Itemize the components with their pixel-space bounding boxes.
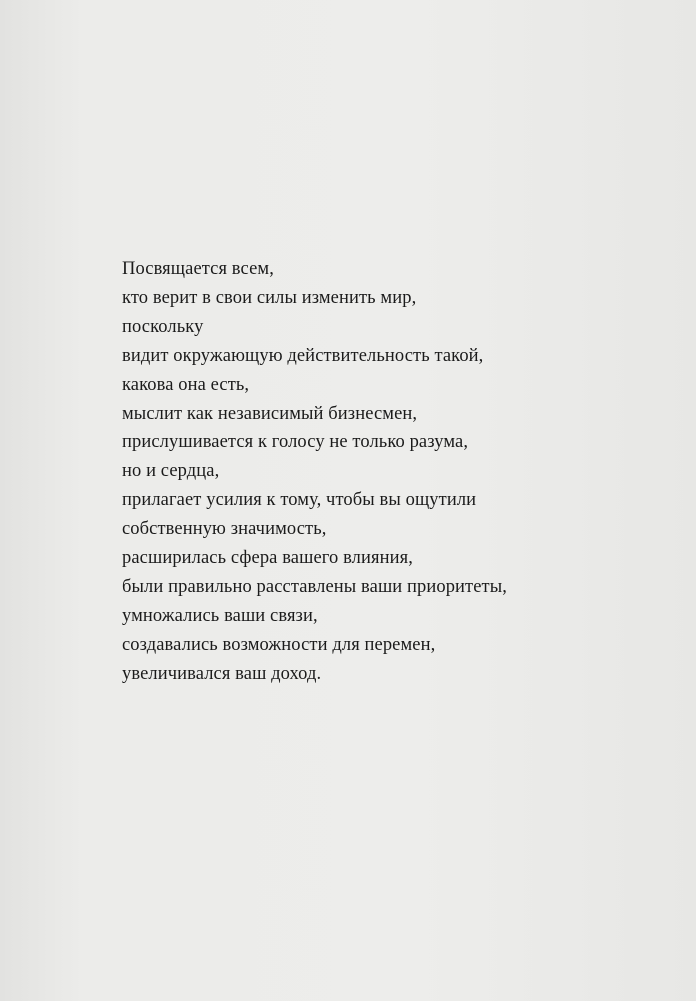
dedication-line: какова она есть, (122, 374, 250, 395)
dedication-line: поскольку (122, 316, 204, 337)
dedication-line: мыслит как независимый бизнесмен, (122, 403, 418, 424)
dedication-line: создавались возможности для перемен, (122, 634, 436, 655)
dedication-line: видит окружающую действительность такой, (122, 345, 484, 366)
dedication-line: прислушивается к голосу не только разума, (122, 432, 469, 453)
dedication-line: увеличивался ваш доход. (122, 663, 322, 684)
dedication-line: кто верит в свои силы изменить мир, (122, 287, 417, 308)
dedication-line: но и сердца, (122, 461, 220, 482)
dedication-line: прилагает усилия к тому, чтобы вы ощутили (122, 490, 477, 511)
dedication-line: умножались ваши связи, (122, 605, 318, 626)
dedication-line: были правильно расставлены ваши приоритеты, (122, 576, 507, 597)
dedication-line: собственную значимость, (122, 519, 327, 540)
dedication-text (122, 255, 642, 689)
dedication-line: Посвящается всем, (122, 259, 274, 279)
dedication-line: расширилась сфера вашего влияния, (122, 548, 413, 569)
